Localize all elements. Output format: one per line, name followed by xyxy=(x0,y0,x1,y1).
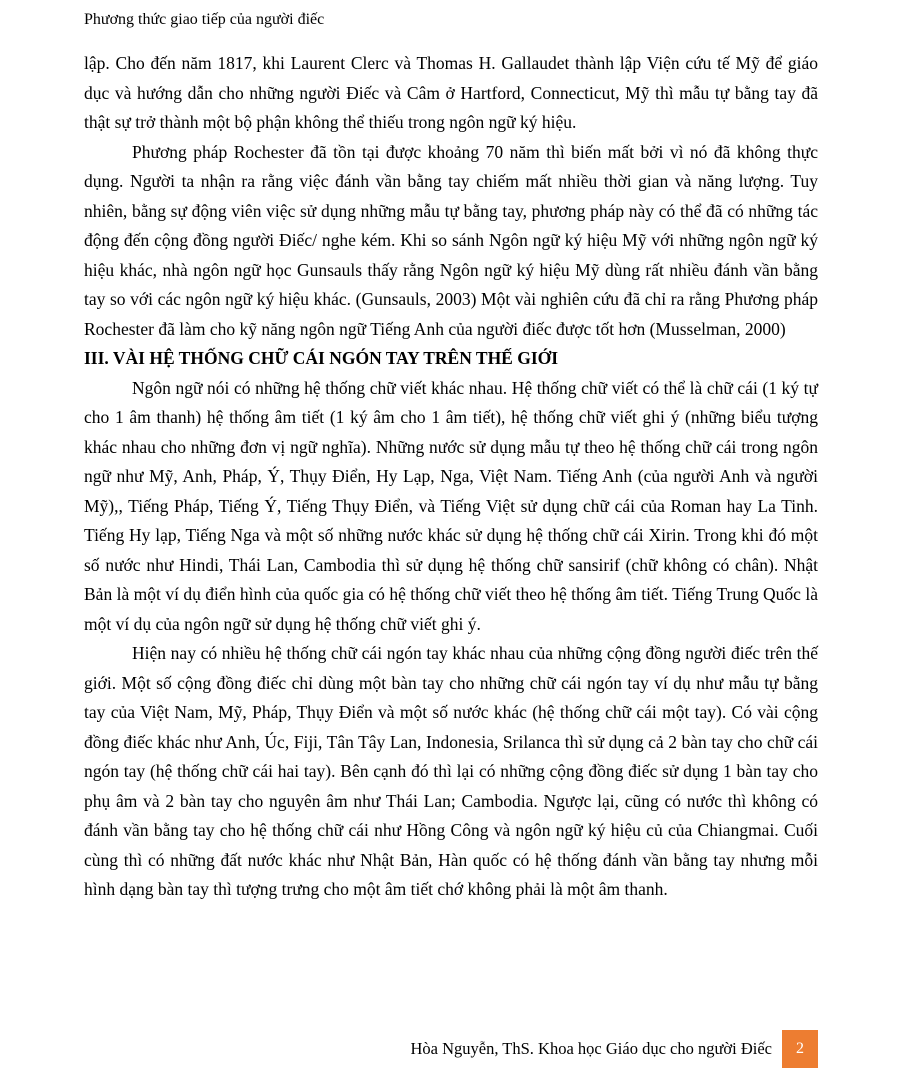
paragraph-writing-systems: Ngôn ngữ nói có những hệ thống chữ viết khác nhau. Hệ thống chữ viết có thể là chữ cái (1 ký tự cho 1 âm thanh) hệ thống âm tiết (1 ký âm cho 1 âm tiết), hệ thống chữ viết ghi ý (những biểu tượng khác nhau cho những đơn vị ngữ nghĩa). Những nước sử dụng mẫu tự theo hệ thống chữ cái trong ngôn ngữ như Mỹ, Anh, Pháp, Ý, Thụy Điển, Hy Lạp, Nga, Việt Nam. Tiếng Anh (của người Anh và người Mỹ),, Tiếng Pháp, Tiếng Ý, Tiếng Thụy Điển, và Tiếng Việt sử dụng chữ cái của Roman hay La Tinh. Tiếng Hy lạp, Tiếng Nga và một số những nước khác sử dụng hệ thống chữ cái Xirin. Trong khi đó một số nước như Hindi, Thái Lan, Cambodia thì sử dụng hệ thống chữ sansirif (chữ không có chân). Nhật Bản là một ví dụ điển hình của quốc gia có hệ thống chữ viết theo hệ thống âm tiết. Tiếng Trung Quốc là một ví dụ của ngôn ngữ sử dụng hệ thống chữ viết ghi ý. xyxy=(84,377,818,634)
footer-author: Hòa Nguyễn, ThS. Khoa học Giáo dục cho người Điếc xyxy=(410,1039,772,1058)
paragraph-continued: lập. Cho đến năm 1817, khi Laurent Clerc và Thomas H. Gallaudet thành lập Viện cứu tế Mỹ để giáo dục và hướng dẫn cho những người Điếc và Câm ở Hartford, Connecticut, Mỹ thì mẫu tự bằng tay đã thật sự trở thành một bộ phận không thể thiếu trong ngôn ngữ ký hiệu. xyxy=(84,53,818,132)
document-body xyxy=(84,49,818,905)
running-header: Phương thức giao tiếp của người điếc xyxy=(84,11,325,28)
page-footer xyxy=(411,1030,819,1068)
page-number-badge: 2 xyxy=(782,1030,818,1068)
paragraph-rochester: Phương pháp Rochester đã tồn tại được khoảng 70 năm thì biến mất bởi vì nó đã không thực dụng. Người ta nhận ra rằng việc đánh vần bằng tay chiếm mất nhiều thời gian và năng lượng. Tuy nhiên, bằng sự động viên việc sử dụng những mẫu tự bằng tay, phương pháp này có thể đã có những tác động đến cộng đồng người Điếc/ nghe kém. Khi so sánh Ngôn ngữ ký hiệu Mỹ với những ngôn ngữ ký hiệu khác, nhà ngôn ngữ học Gunsauls thấy rằng Ngôn ngữ ký hiệu Mỹ dùng rất nhiều đánh vần bằng tay so với các ngôn ngữ ký hiệu khác. (Gunsauls, 2003) Một vài nghiên cứu đã chỉ ra rằng Phương pháp Rochester đã làm cho kỹ năng ngôn ngữ Tiếng Anh của người điếc được tốt hơn (Musselman, 2000) xyxy=(84,141,818,339)
paragraph-fingerspelling-systems: Hiện nay có nhiều hệ thống chữ cái ngón tay khác nhau của những cộng đồng người điếc trên thế giới. Một số cộng đồng điếc chỉ dùng một bàn tay cho những chữ cái ngón tay ví dụ như mẫu tự bằng tay của Việt Nam, Mỹ, Pháp, Thụy Điển và một số nước khác (hệ thống chữ cái một tay). Có vài cộng đồng điếc khác như Anh, Úc, Fiji, Tân Tây Lan, Indonesia, Srilanca thì sử dụng cả 2 bàn tay cho chữ cái ngón tay (hệ thống chữ cái hai tay). Bên cạnh đó thì lại có những cộng đồng điếc sử dụng 1 bàn tay cho phụ âm và 2 bàn tay cho nguyên âm như Thái Lan; Cambodia. Ngược lại, cũng có nước thì không có đánh vần bằng tay cho hệ thống chữ cái như Hồng Công và ngôn ngữ ký hiệu củ của Chiangmai. Cuối cùng thì có những đất nước khác như Nhật Bản, Hàn quốc có hệ thống đánh vần bằng tay nhưng mỗi hình dạng bàn tay thì tượng trưng cho một âm tiết chớ không phải là một âm thanh. xyxy=(84,643,818,899)
section-heading: III. VÀI HỆ THỐNG CHỮ CÁI NGÓN TAY TRÊN THẾ GIỚI xyxy=(84,348,559,368)
